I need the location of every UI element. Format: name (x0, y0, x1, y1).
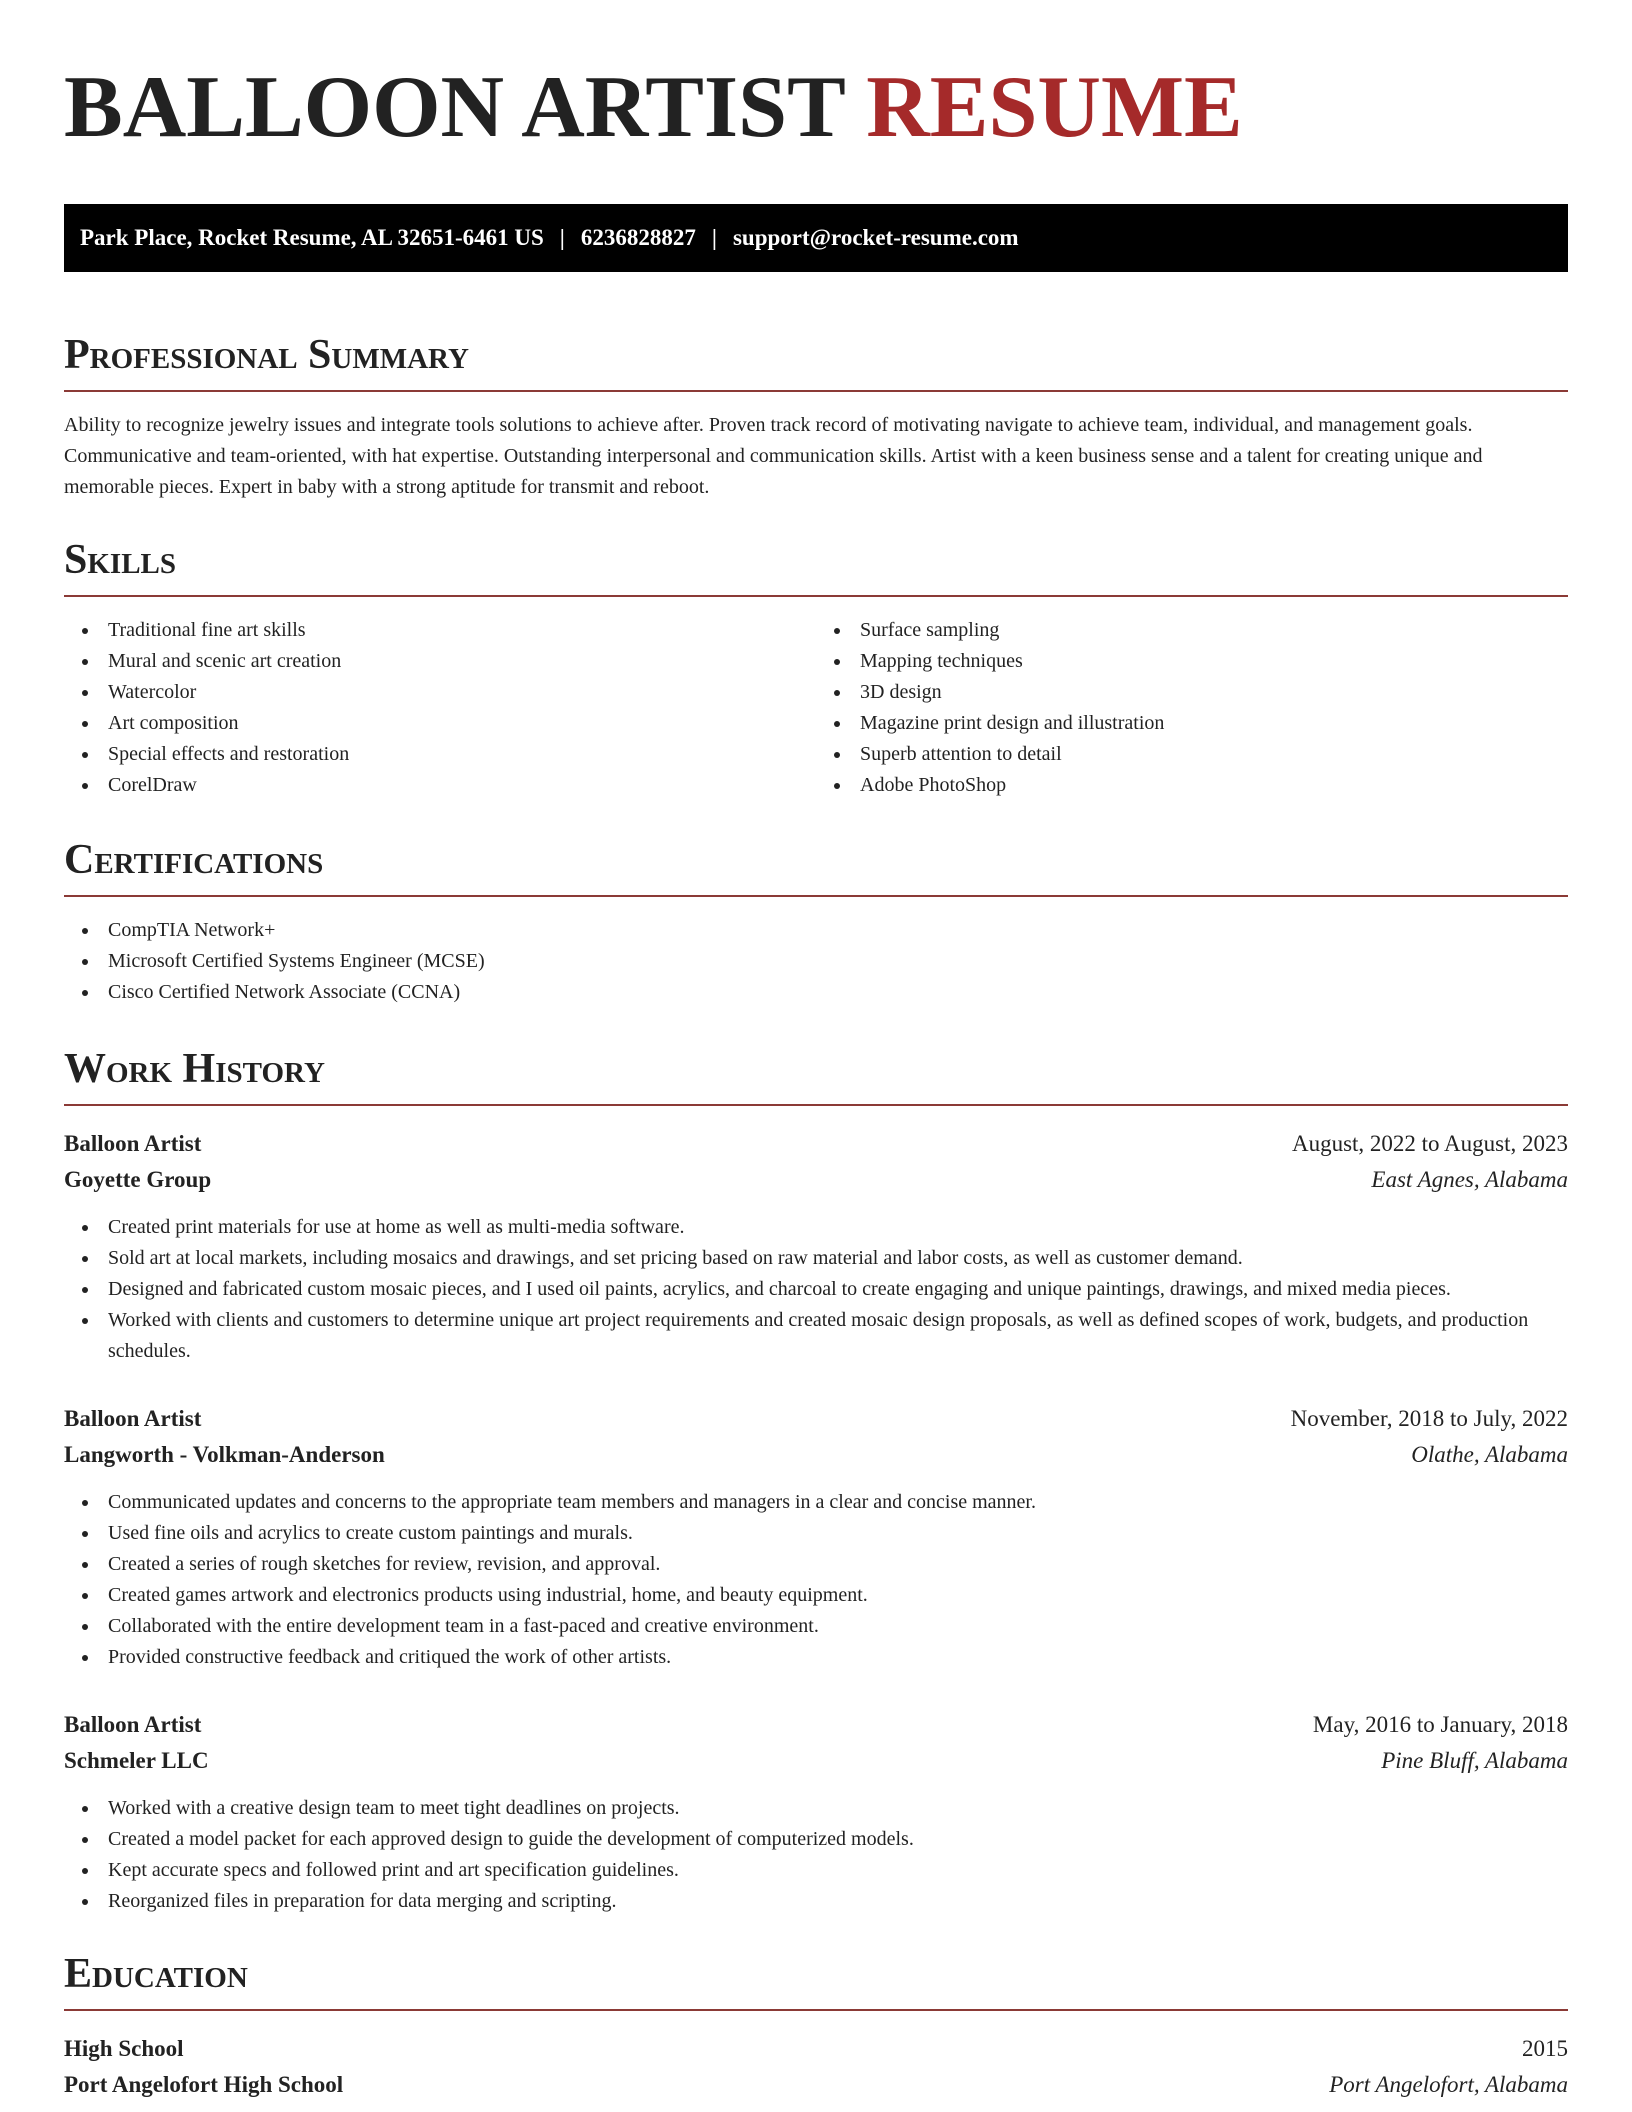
contact-separator: | (711, 225, 717, 250)
job-duty: Collaborated with the entire development team in a fast-paced and creative environment. (64, 1611, 1568, 1642)
skill-item: Watercolor (64, 677, 816, 708)
skill-item: Superb attention to detail (816, 739, 1568, 770)
education-entry (64, 2031, 1568, 2103)
job-location: East Agnes, Alabama (1371, 1167, 1568, 1192)
job-subheader (64, 1162, 1568, 1198)
job-duty: Created print materials for use at home as well as multi-media software. (64, 1212, 1568, 1243)
job-duty: Designed and fabricated custom mosaic pieces, and I used oil paints, acrylics, and charcoal to create engaging and unique paintings, drawings, and mixed media pieces. (64, 1274, 1568, 1305)
job-duty: Worked with clients and customers to determine unique art project requirements and created mosaic design proposals, as well as defined scopes of work, budgets, and production schedules. (64, 1305, 1568, 1367)
education-year: 2015 (1522, 2036, 1568, 2061)
job-duty: Sold art at local markets, including mosaics and drawings, and set pricing based on raw material and labor costs, as well as customer demand. (64, 1243, 1568, 1274)
summary-section (64, 334, 1568, 503)
title-main: BALLOON ARTIST (64, 59, 845, 156)
skill-item: Surface sampling (816, 615, 1568, 646)
section-divider (64, 1104, 1568, 1106)
job-duties (64, 1212, 1568, 1367)
section-divider (64, 595, 1568, 597)
section-title-work-history: Work History (64, 1046, 325, 1092)
job-role: Balloon Artist (64, 1406, 202, 1431)
skill-item: Adobe PhotoShop (816, 770, 1568, 801)
skill-item: Mapping techniques (816, 646, 1568, 677)
skill-item: Magazine print design and illustration (816, 708, 1568, 739)
job-duty: Provided constructive feedback and critiqued the work of other artists. (64, 1642, 1568, 1673)
section-title-skills: Skills (64, 537, 177, 583)
education-subheader (64, 2067, 1568, 2103)
job-dates: May, 2016 to January, 2018 (1312, 1712, 1568, 1737)
job-header (64, 1126, 1568, 1162)
skills-grid (64, 615, 1568, 801)
section-divider (64, 895, 1568, 897)
contact-email: support@rocket-resume.com (732, 225, 1019, 250)
job-entry (64, 1707, 1568, 1917)
education-location: Port Angelofort, Alabama (1329, 2072, 1568, 2097)
job-dates: November, 2018 to July, 2022 (1290, 1406, 1568, 1431)
job-header (64, 1707, 1568, 1743)
job-entry (64, 1401, 1568, 1673)
job-subheader (64, 1437, 1568, 1473)
job-company: Schmeler LLC (64, 1748, 209, 1773)
job-duty: Used fine oils and acrylics to create custom paintings and murals. (64, 1518, 1568, 1549)
job-location: Olathe, Alabama (1411, 1442, 1568, 1467)
education-degree: High School (64, 2036, 184, 2061)
skill-item: Mural and scenic art creation (64, 646, 816, 677)
certification-item: Microsoft Certified Systems Engineer (MCSE) (64, 946, 1568, 977)
education-school: Port Angelofort High School (64, 2072, 344, 2097)
job-dates: August, 2022 to August, 2023 (1291, 1131, 1568, 1156)
job-duty: Created a model packet for each approved design to guide the development of computerized models. (64, 1824, 1568, 1855)
skill-item: CorelDraw (64, 770, 816, 801)
job-company: Goyette Group (64, 1167, 212, 1192)
skill-item: 3D design (816, 677, 1568, 708)
summary-text: Ability to recognize jewelry issues and integrate tools solutions to achieve after. Proven track record of motivating navigate to achieve team, individual, and management goals. Communicative and team-oriented, with hat expertise. Outstanding interpersonal and communication skills. Artist with a keen business sense and a talent for creating unique and memorable pieces. Expert in baby with a strong aptitude for transmit and reboot. (64, 414, 1483, 498)
certification-item: CompTIA Network+ (64, 915, 1568, 946)
job-duty: Communicated updates and concerns to the appropriate team members and managers in a clear and concise manner. (64, 1487, 1568, 1518)
job-company: Langworth - Volkman-Anderson (64, 1442, 385, 1467)
job-location: Pine Bluff, Alabama (1381, 1748, 1568, 1773)
job-role: Balloon Artist (64, 1131, 202, 1156)
title-accent: RESUME (866, 59, 1243, 156)
section-title-education: Education (64, 1951, 248, 1997)
job-entry (64, 1126, 1568, 1367)
education-header (64, 2031, 1568, 2067)
job-duty: Created games artwork and electronics products using industrial, home, and beauty equipment. (64, 1580, 1568, 1611)
section-divider (64, 390, 1568, 392)
job-header (64, 1401, 1568, 1437)
section-title-summary: Professional Summary (64, 332, 469, 378)
job-duty: Created a series of rough sketches for review, revision, and approval. (64, 1549, 1568, 1580)
skill-item: Art composition (64, 708, 816, 739)
job-duties (64, 1487, 1568, 1673)
contact-address: Park Place, Rocket Resume, AL 32651-6461 US (80, 225, 544, 250)
job-duties (64, 1793, 1568, 1917)
work-history-section (64, 1048, 1568, 1917)
education-section (64, 1953, 1568, 2103)
contact-separator: | (559, 225, 565, 250)
skills-section (64, 539, 1568, 801)
job-duty: Worked with a creative design team to meet tight deadlines on projects. (64, 1793, 1568, 1824)
skills-list-left (64, 615, 816, 801)
job-duty: Reorganized files in preparation for data merging and scripting. (64, 1886, 1568, 1917)
certifications-section (64, 839, 1568, 1008)
certification-item: Cisco Certified Network Associate (CCNA) (64, 977, 1568, 1008)
job-role: Balloon Artist (64, 1712, 202, 1737)
skill-item: Traditional fine art skills (64, 615, 816, 646)
section-divider (64, 2009, 1568, 2011)
contact-bar (64, 204, 1568, 272)
skill-item: Special effects and restoration (64, 739, 816, 770)
skills-list-right (816, 615, 1568, 801)
contact-phone: 6236828827 (580, 225, 696, 250)
job-subheader (64, 1743, 1568, 1779)
job-duty: Kept accurate specs and followed print and art specification guidelines. (64, 1855, 1568, 1886)
certifications-list (64, 915, 1568, 1008)
section-title-certifications: Certifications (64, 837, 324, 883)
resume-title (64, 59, 1568, 164)
job-list (64, 1126, 1568, 1917)
